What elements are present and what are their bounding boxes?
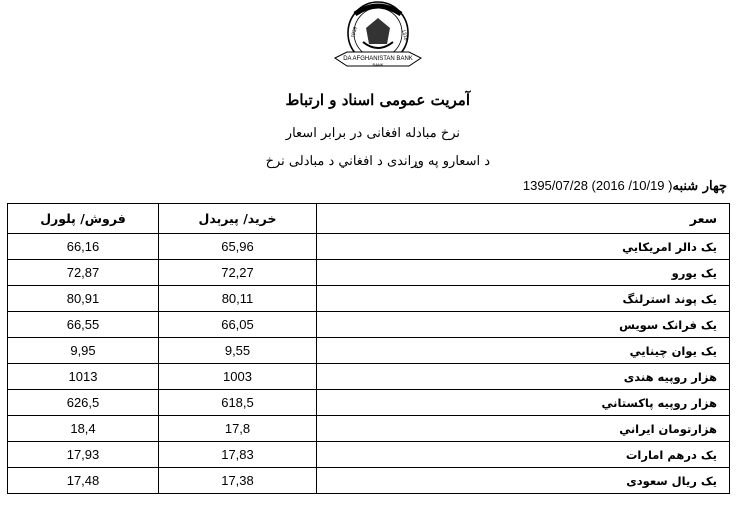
subtitle-pashto: د اسعارو په وړاندی د افغاني د مبادلی نرخ [265, 154, 490, 169]
currency-cell: يک فرانک سويس [317, 312, 730, 338]
table-row [8, 312, 730, 338]
buy-cell: 17,38 [159, 468, 317, 494]
table-row [8, 442, 730, 468]
buy-cell: 80,11 [159, 286, 317, 312]
currency-cell: يک يوان چينايي [317, 338, 730, 364]
currency-cell: يک ريال سعودی [317, 468, 730, 494]
header-sell: فروش/ پلورل [8, 204, 159, 234]
table-row [8, 416, 730, 442]
buy-cell: 72,27 [159, 260, 317, 286]
table-row [8, 234, 730, 260]
sell-cell: 17,93 [8, 442, 159, 468]
sell-cell: 1013 [8, 364, 159, 390]
buy-cell: 66,05 [159, 312, 317, 338]
sell-cell: 17,48 [8, 468, 159, 494]
header-currency: سعر [317, 204, 730, 234]
bank-seal-logo [321, 0, 436, 72]
sell-cell: 9,95 [8, 338, 159, 364]
subtitle-dari: نرخ مبادله افغانی در برابر اسعار [285, 126, 460, 141]
currency-cell: هزار روپيه پاکستاني [317, 390, 730, 416]
table-row [8, 468, 730, 494]
date-values: 1395/07/28 (2016 /10/19 ) [522, 178, 673, 193]
date-day: چهار شنبه [672, 179, 727, 194]
currency-cell: يک درهم امارات [317, 442, 730, 468]
currency-cell: هزارتومان ايراني [317, 416, 730, 442]
page-title: آمريت عمومی اسناد و ارتباط [285, 91, 470, 109]
currency-cell: يک پوند استرلنگ [317, 286, 730, 312]
buy-cell: 1003 [159, 364, 317, 390]
currency-cell: يک يورو [317, 260, 730, 286]
currency-cell: يک دالر امريکايي [317, 234, 730, 260]
buy-cell: 17,8 [159, 416, 317, 442]
table-row [8, 338, 730, 364]
buy-cell: 618,5 [159, 390, 317, 416]
table-header-row [8, 204, 730, 234]
sell-cell: 66,55 [8, 312, 159, 338]
svg-text:1318: 1318 [400, 28, 409, 42]
date-line [510, 178, 727, 194]
buy-cell: 65,96 [159, 234, 317, 260]
svg-text:BANK: BANK [372, 62, 384, 67]
table-row [8, 260, 730, 286]
buy-cell: 17,83 [159, 442, 317, 468]
currency-cell: هزار روپيه هندی [317, 364, 730, 390]
buy-cell: 9,55 [159, 338, 317, 364]
sell-cell: 626,5 [8, 390, 159, 416]
header-buy: خريد/ پيرېدل [159, 204, 317, 234]
table-row [8, 390, 730, 416]
table-row [8, 364, 730, 390]
sell-cell: 80,91 [8, 286, 159, 312]
exchange-rate-table [7, 203, 730, 494]
svg-text:1939: 1939 [350, 26, 359, 39]
sell-cell: 18,4 [8, 416, 159, 442]
table-row [8, 286, 730, 312]
logo-text: DA AFGHANISTAN BANK [343, 56, 413, 62]
sell-cell: 72,87 [8, 260, 159, 286]
sell-cell: 66,16 [8, 234, 159, 260]
